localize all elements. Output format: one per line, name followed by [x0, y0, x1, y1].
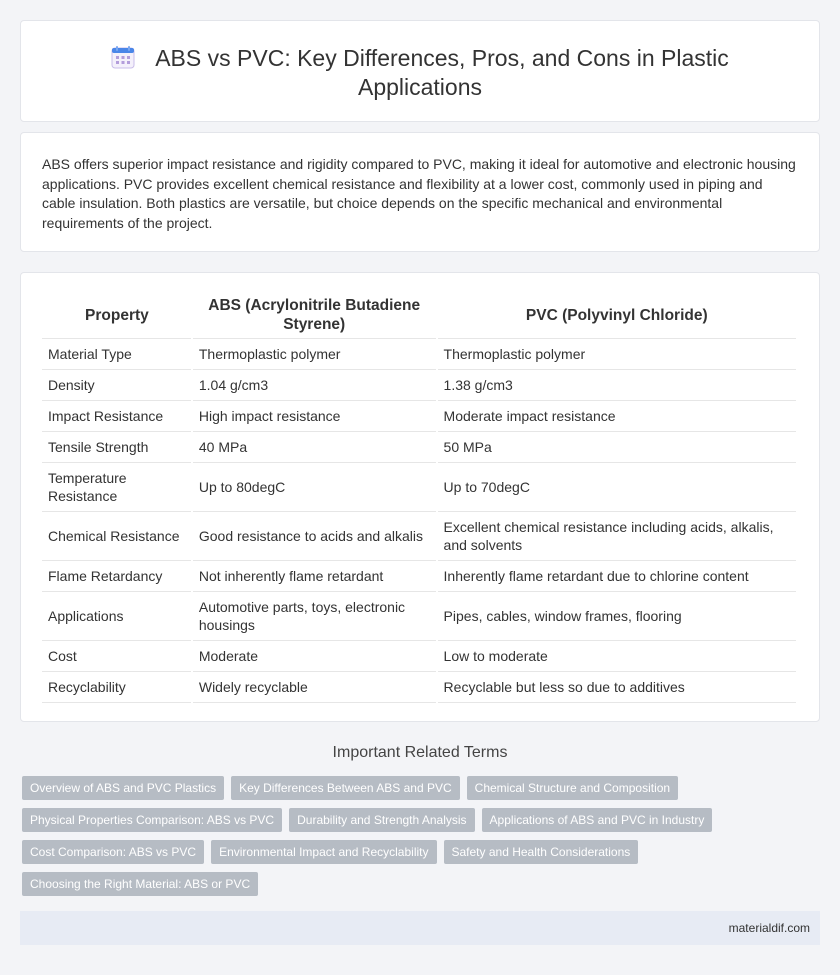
abs-cell: Not inherently flame retardant	[192, 560, 437, 591]
abs-cell: Moderate	[192, 640, 437, 671]
property-cell: Recyclability	[42, 671, 192, 702]
property-cell: Chemical Resistance	[42, 511, 192, 560]
related-term-tag[interactable]: Chemical Structure and Composition	[467, 776, 678, 800]
property-cell: Density	[42, 369, 192, 400]
related-term-tag[interactable]: Durability and Strength Analysis	[289, 808, 474, 832]
header-abs: ABS (Acrylonitrile Butadiene Styrene)	[192, 293, 437, 338]
abs-cell: High impact resistance	[192, 400, 437, 431]
table-row	[42, 400, 797, 431]
property-cell: Temperature Resistance	[42, 462, 192, 511]
table-row	[42, 560, 797, 591]
table-row	[42, 369, 797, 400]
footer-site-name: materialdif.com	[728, 921, 810, 935]
property-cell: Applications	[42, 591, 192, 640]
abs-cell: Automotive parts, toys, electronic housings	[192, 591, 437, 640]
related-term-tag[interactable]: Safety and Health Considerations	[444, 840, 639, 864]
calendar-icon	[111, 45, 135, 69]
table-row	[42, 640, 797, 671]
comparison-table-card	[20, 272, 820, 722]
related-term-tag[interactable]: Cost Comparison: ABS vs PVC	[22, 840, 204, 864]
pvc-cell: Recyclable but less so due to additives	[437, 671, 797, 702]
related-terms-heading: Important Related Terms	[332, 744, 508, 761]
property-cell: Tensile Strength	[42, 431, 192, 462]
property-cell: Cost	[42, 640, 192, 671]
property-cell: Material Type	[42, 338, 192, 369]
intro-card	[20, 132, 820, 252]
page-title: ABS vs PVC: Key Differences, Pros, and Cons in Plastic Applications	[155, 45, 729, 100]
pvc-cell: Pipes, cables, window frames, flooring	[437, 591, 797, 640]
title-card	[20, 20, 820, 122]
pvc-cell: 1.38 g/cm3	[437, 369, 797, 400]
related-term-tag[interactable]: Choosing the Right Material: ABS or PVC	[22, 872, 258, 896]
related-terms-list	[22, 776, 722, 904]
abs-cell: Thermoplastic polymer	[192, 338, 437, 369]
pvc-cell: Moderate impact resistance	[437, 400, 797, 431]
header-pvc: PVC (Polyvinyl Chloride)	[437, 293, 797, 338]
abs-cell: 1.04 g/cm3	[192, 369, 437, 400]
page-title-block	[21, 44, 819, 102]
table-row	[42, 591, 797, 640]
related-term-tag[interactable]: Overview of ABS and PVC Plastics	[22, 776, 224, 800]
abs-cell: 40 MPa	[192, 431, 437, 462]
intro-paragraph: ABS offers superior impact resistance and rigidity compared to PVC, making it ideal for automotive and electronic housing applications. PVC provides excellent chemical resistance and flexibility at a lower cost, commonly used in piping and cable insulation. Both plastics are versatile, but choice depends on the specific mechanical and environmental requirements of the project.	[42, 156, 796, 231]
table-row	[42, 431, 797, 462]
table-row	[42, 671, 797, 702]
related-term-tag[interactable]: Applications of ABS and PVC in Industry	[482, 808, 713, 832]
pvc-cell: Up to 70degC	[437, 462, 797, 511]
abs-cell: Good resistance to acids and alkalis	[192, 511, 437, 560]
pvc-cell: Excellent chemical resistance including acids, alkalis, and solvents	[437, 511, 797, 560]
comparison-table	[42, 293, 798, 703]
pvc-cell: Thermoplastic polymer	[437, 338, 797, 369]
abs-cell: Widely recyclable	[192, 671, 437, 702]
pvc-cell: 50 MPa	[437, 431, 797, 462]
table-header-row	[42, 293, 797, 338]
related-term-tag[interactable]: Physical Properties Comparison: ABS vs PVC	[22, 808, 282, 832]
table-row	[42, 462, 797, 511]
table-row	[42, 338, 797, 369]
table-row	[42, 511, 797, 560]
pvc-cell: Low to moderate	[437, 640, 797, 671]
abs-cell: Up to 80degC	[192, 462, 437, 511]
related-term-tag[interactable]: Environmental Impact and Recyclability	[211, 840, 436, 864]
pvc-cell: Inherently flame retardant due to chlorine content	[437, 560, 797, 591]
header-property: Property	[42, 293, 192, 338]
property-cell: Impact Resistance	[42, 400, 192, 431]
footer-bar	[20, 911, 820, 945]
property-cell: Flame Retardancy	[42, 560, 192, 591]
related-term-tag[interactable]: Key Differences Between ABS and PVC	[231, 776, 460, 800]
